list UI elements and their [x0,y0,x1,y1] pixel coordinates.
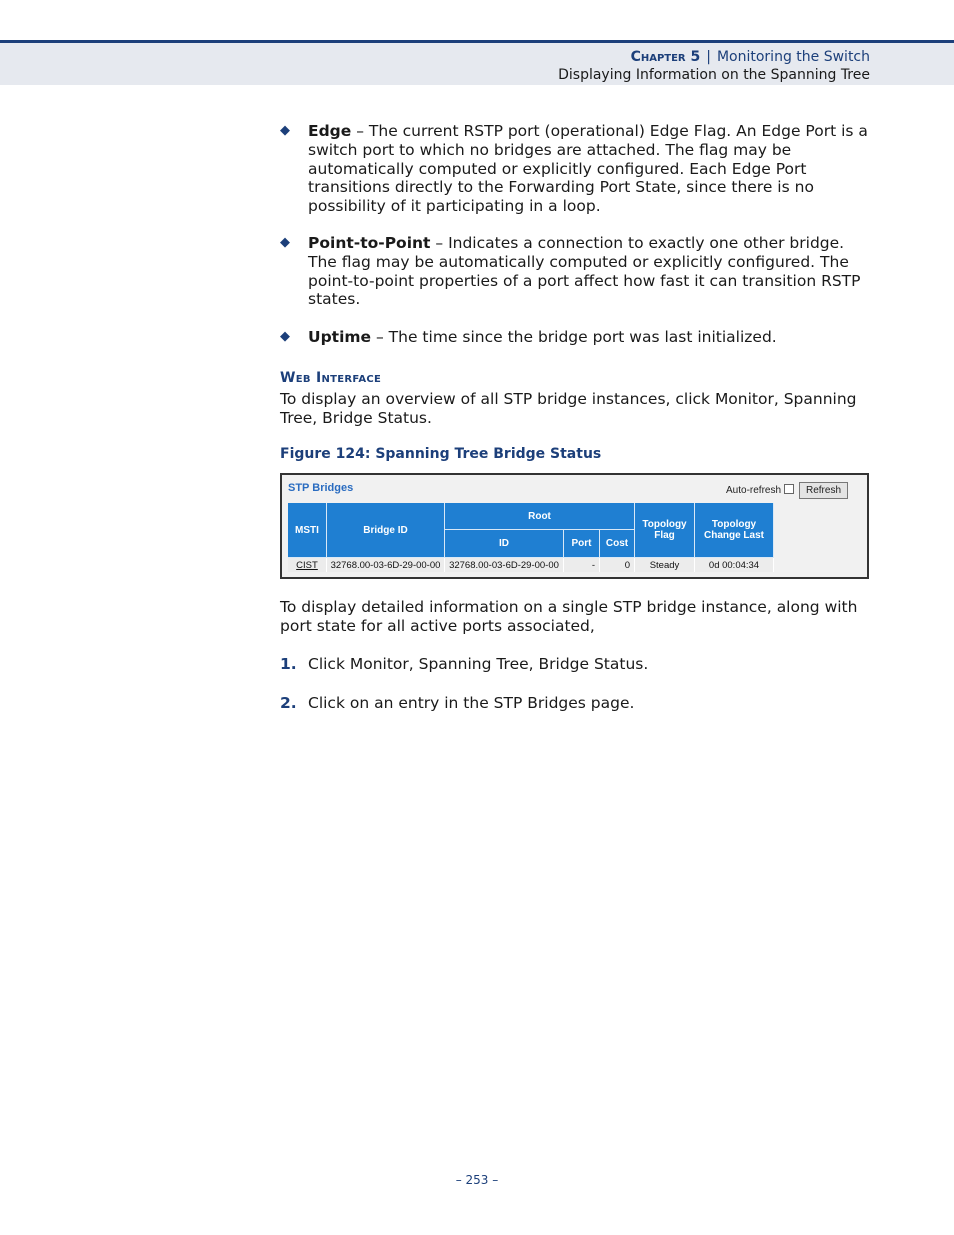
cell-root-id: 32768.00-03-6D-29-00-00 [445,558,564,572]
step-text: Click Monitor, Spanning Tree, Bridge Status. [308,655,649,673]
bullet-point-to-point [280,234,870,312]
stp-bridges-figure [280,473,869,579]
bullet-edge [280,122,870,218]
stp-bridges-title: STP Bridges [288,482,354,494]
msti-cist-link[interactable]: CIST [288,558,327,572]
bullet-term: Point-to-Point [308,234,431,252]
bullet-term: Edge [308,122,352,140]
bullet-description: – Indicates a connection to exactly one other bridge. The flag may be automatically computed or explicitly configured. The point-to-point properties of a port affect how fast it can transition RSTP states. [308,234,861,309]
header-root-port: Port [564,530,600,558]
auto-refresh-checkbox[interactable] [784,484,794,494]
figure-caption: Figure 124: Spanning Tree Bridge Status [280,446,602,462]
bullet-text [308,234,868,309]
diamond-bullet-icon: ◆ [280,329,290,344]
cell-bridge-id: 32768.00-03-6D-29-00-00 [327,558,445,572]
diamond-bullet-icon: ◆ [280,123,290,138]
bullet-text [308,328,868,347]
page-header [0,40,954,85]
header-root-cost: Cost [600,530,635,558]
bullet-description: – The current RSTP port (operational) Edge Flag. An Edge Port is a switch port to which no bridges are attached. The flag may be automatically computed or explicitly configured. Each Edge Port transitions directly to the Forwarding Port State, since there is no possibility of it participating in a loop. [308,122,868,216]
cell-root-port: - [564,558,600,572]
header-chapter-line [631,49,870,65]
page-number: – 253 – [455,1173,499,1187]
diamond-bullet-icon: ◆ [280,235,290,250]
header-root-id: ID [445,530,564,558]
chapter-title: Monitoring the Switch [716,49,870,65]
bullet-term: Uptime [308,328,372,346]
header-separator: | [706,49,711,65]
web-interface-heading: Web Interface [280,370,382,386]
section-title: Displaying Information on the Spanning Tree [558,67,870,83]
header-topology-flag: Topology Flag [635,503,695,558]
cell-topology-flag: Steady [635,558,695,572]
cell-root-cost: 0 [600,558,635,572]
step-text: Click on an entry in the STP Bridges page. [308,694,635,712]
bullet-text [308,122,868,216]
refresh-button[interactable]: Refresh [799,482,848,499]
bullet-uptime [280,328,870,348]
header-topology-change-last: Topology Change Last [695,503,774,558]
header-msti: MSTI [288,503,327,558]
chapter-label: Chapter 5 [630,49,701,65]
detail-intro: To display detailed information on a single STP bridge instance, along with port state for all active ports associated, [280,598,858,635]
web-interface-intro: To display an overview of all STP bridge instances, click Monitor, Spanning Tree, Bridge Status. [280,390,857,427]
auto-refresh-label: Auto-refresh [726,485,782,496]
step-number: 1. [280,655,297,673]
cell-topology-change-last: 0d 00:04:34 [695,558,774,572]
step-number: 2. [280,694,297,712]
header-root: Root [445,503,635,530]
header-bridge-id: Bridge ID [327,503,445,558]
bullet-description: – The time since the bridge port was last initialized. [371,328,777,346]
